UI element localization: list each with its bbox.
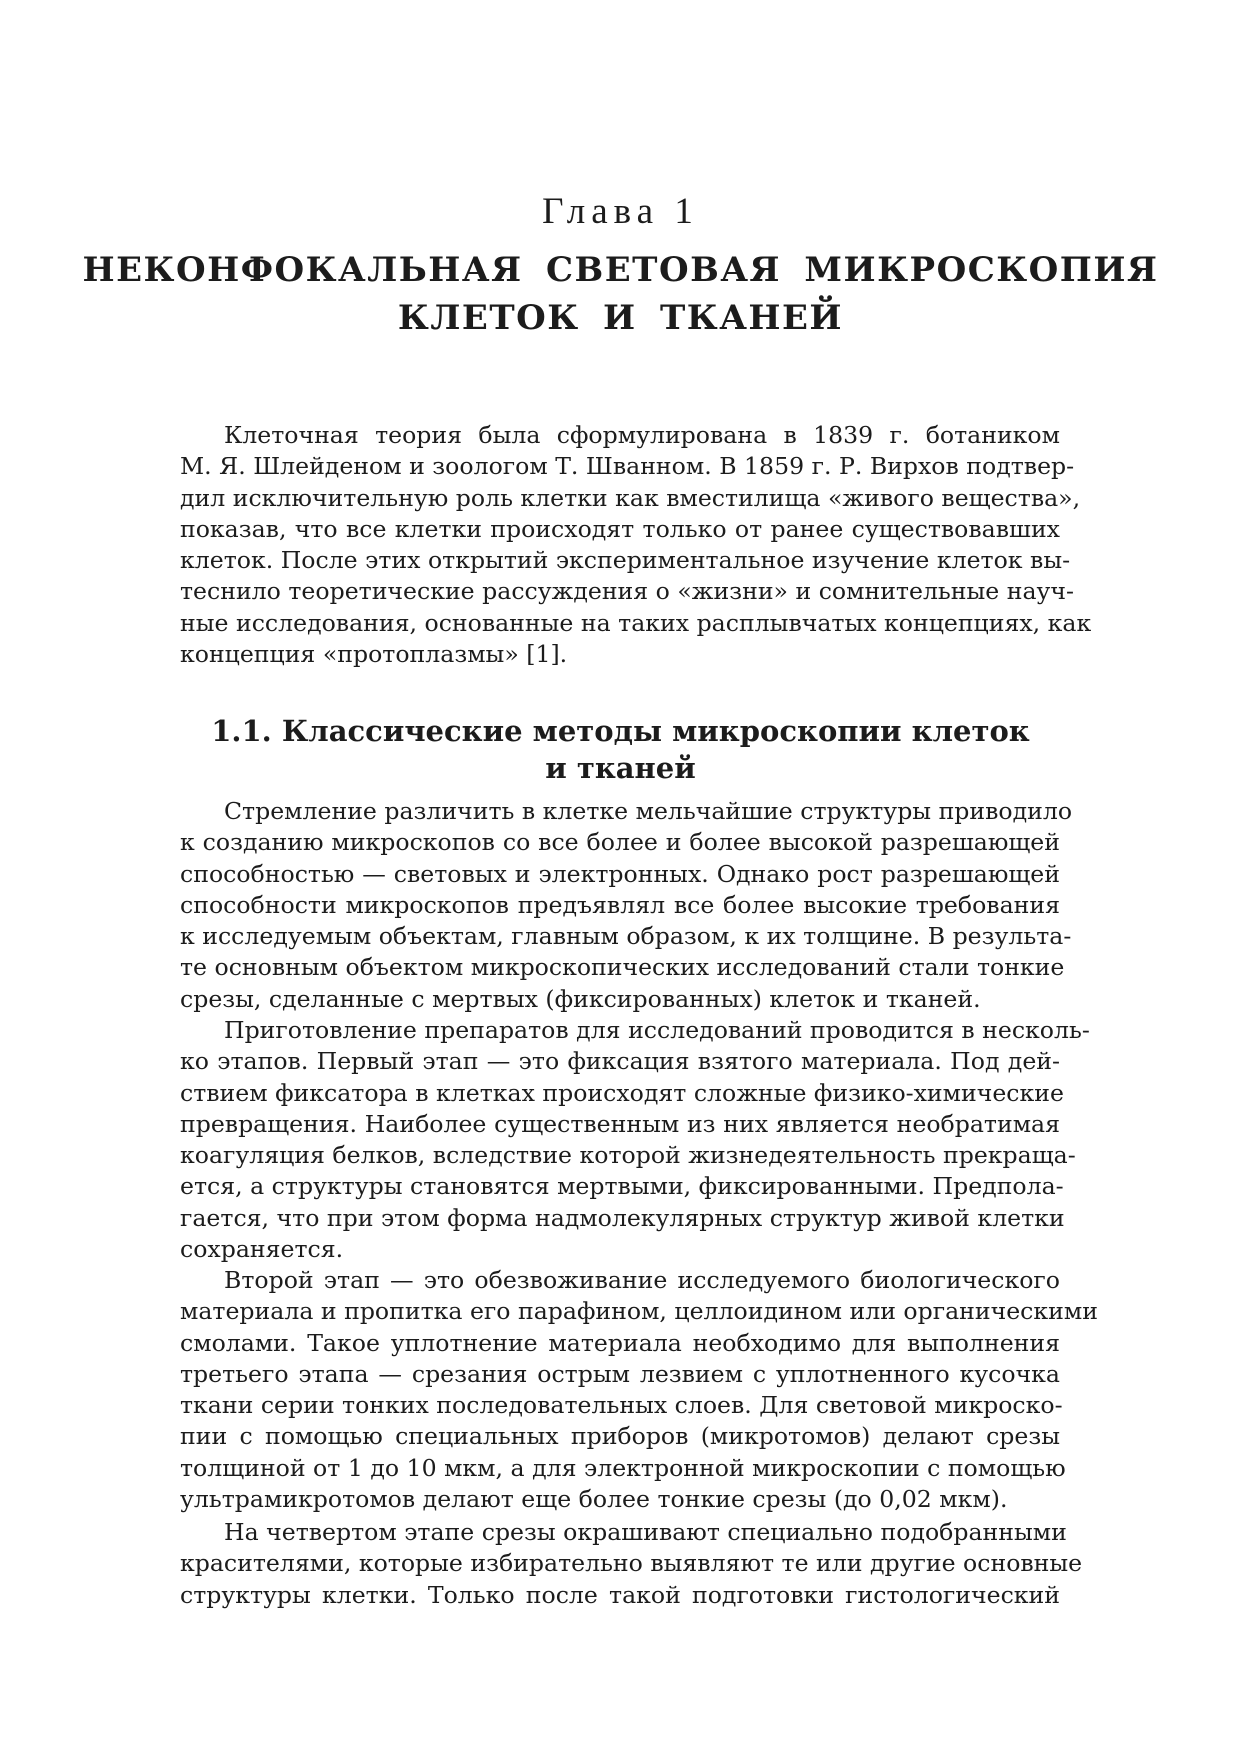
text-line: те основным объектом микроскопических исследований стали тонкие: [180, 953, 1065, 982]
text-line: к созданию микроскопов со все более и более высокой разрешающей: [180, 828, 1060, 857]
text-line: показав, что все клетки происходят только от ранее существовавших: [180, 514, 1060, 543]
text-line: способностью — световых и электронных. Однако рост разрешающей: [180, 859, 1060, 888]
paragraph-3: [180, 1265, 1098, 1515]
section-heading-line-2: и тканей: [545, 751, 696, 785]
text-line: третьего этапа — срезания острым лезвием с уплотненного кусочка: [180, 1359, 1060, 1388]
paragraph-2: [180, 1015, 1090, 1265]
section-heading: [0, 713, 1241, 787]
paragraph-4: [180, 1517, 1083, 1611]
text-line: Приготовление препаратов для исследований проводится в несколь-: [224, 1016, 1090, 1044]
text-line: коагуляция белков, вследствие которой жизнедеятельность прекраща-: [180, 1141, 1076, 1170]
text-line: На четвертом этапе срезы окрашивают специально подобранными: [224, 1518, 1067, 1546]
text-line: ствием фиксатора в клетках происходят сложные физико-химические: [180, 1078, 1064, 1107]
text-line: превращения. Наиболее существенным из них является необратимая: [180, 1109, 1060, 1138]
text-line: смолами. Такое уплотнение материала необходимо для выполнения: [180, 1328, 1060, 1357]
text-line: Стремление различить в клетке мельчайшие структуры приводило: [224, 797, 1073, 825]
text-line: к исследуемым объектам, главным образом, к их толщине. В результа-: [180, 922, 1072, 951]
text-line: гается, что при этом форма надмолекулярных структур живой клетки: [180, 1203, 1065, 1232]
paragraph-1: [180, 796, 1073, 1015]
chapter-label: Глава 1: [542, 191, 699, 232]
intro-paragraph: [180, 420, 1092, 670]
text-line: ультрамикротомов делают еще более тонкие срезы (до 0,02 мкм).: [180, 1485, 1008, 1514]
text-line: ткани серии тонких последовательных слоев. Для световой микроско-: [180, 1391, 1063, 1420]
text-line: структуры клетки. Только после такой подготовки гистологический: [180, 1580, 1060, 1609]
text-line: срезы, сделанные с мертвых (фиксированных) клеток и тканей.: [180, 984, 981, 1013]
text-line: пии с помощью специальных приборов (микротомов) делают срезы: [180, 1422, 1060, 1451]
text-line: ко этапов. Первый этап — это фиксация взятого материала. Под дей-: [180, 1047, 1060, 1076]
text-line: дил исключительную роль клетки как вместилища «живого вещества»,: [180, 483, 1081, 512]
text-line: теснило теоретические рассуждения о «жизни» и сомнительные науч-: [180, 577, 1074, 606]
text-line: ется, а структуры становятся мертвыми, фиксированными. Предпола-: [180, 1172, 1064, 1201]
text-line: Второй этап — это обезвоживание исследуемого биологического: [224, 1266, 1060, 1294]
text-line: клеток. После этих открытий экспериментальное изучение клеток вы-: [180, 546, 1071, 575]
text-line: Клеточная теория была сформулирована в 1839 г. ботаником: [224, 421, 1060, 449]
text-line: сохраняется.: [180, 1235, 344, 1264]
section-heading-line-1: 1.1. Классические методы микроскопии клеток: [211, 714, 1030, 748]
text-line: красителями, которые избирательно выявляют те или другие основные: [180, 1549, 1083, 1578]
text-line: материала и пропитка его парафином, целлоидином или органическими: [180, 1297, 1098, 1326]
chapter-title-line-1: НЕКОНФОКАЛЬНАЯ СВЕТОВАЯ МИКРОСКОПИЯ: [82, 250, 1159, 290]
text-line: ные исследования, основанные на таких расплывчатых концепциях, как: [180, 608, 1092, 637]
text-line: толщиной от 1 до 10 мкм, а для электронной микроскопии с помощью: [180, 1453, 1066, 1482]
text-line: М. Я. Шлейденом и зоологом Т. Шванном. В 1859 г. Р. Вирхов подтвер-: [180, 452, 1075, 481]
text-line: способности микроскопов предъявлял все более высокие требования: [180, 890, 1060, 919]
chapter-title-line-2: КЛЕТОК И ТКАНЕЙ: [397, 298, 844, 338]
text-line: концепция «протоплазмы» [1].: [180, 640, 568, 669]
